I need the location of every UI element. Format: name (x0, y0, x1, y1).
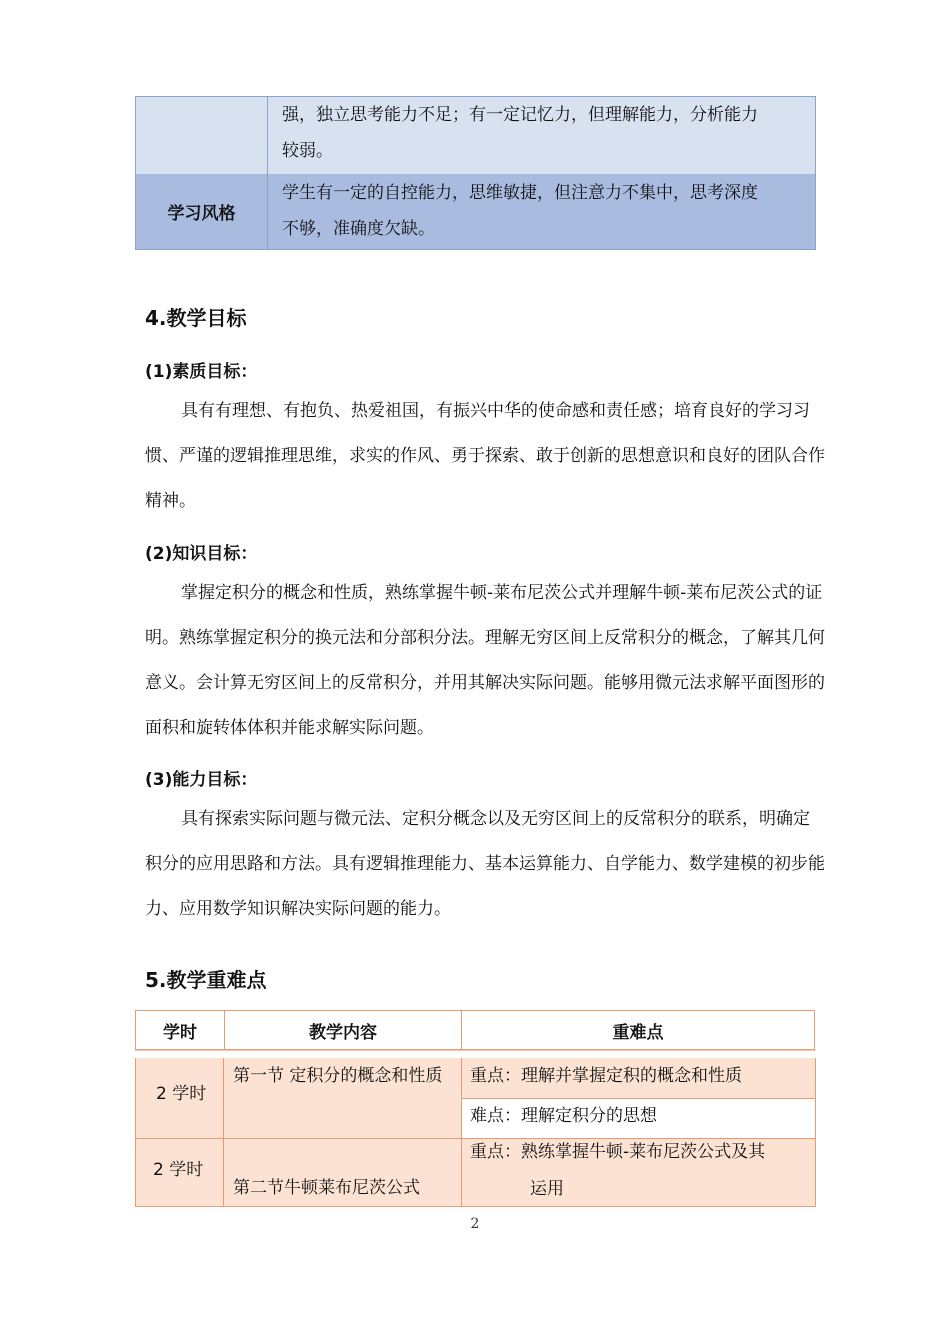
header-key-points: 重难点 (612, 1022, 664, 1043)
row1-hours: 2 学时 (156, 1084, 207, 1104)
paragraph (145, 389, 825, 524)
row1-key-point: 重点：理解并掌握定积的概念和性质 (470, 1066, 742, 1086)
divider (461, 1058, 462, 1206)
table-row (136, 174, 815, 249)
row1-content: 第一节 定积分的概念和性质 (233, 1066, 443, 1086)
divider (224, 1011, 225, 1049)
row2-content: 第二节牛顿莱布尼茨公式 (233, 1178, 420, 1198)
divider (461, 1011, 462, 1049)
subheading: (1)素质目标： (145, 362, 258, 382)
text-line: 不够，准确度欠缺。 (282, 219, 435, 239)
learner-analysis-table (135, 96, 816, 250)
header-content: 教学内容 (309, 1022, 377, 1043)
table-body (135, 1058, 816, 1207)
row1-difficult-point: 难点：理解定积分的思想 (470, 1106, 657, 1126)
paragraph-text: 具有探索实际问题与微元法、定积分概念以及无穷区间上的反常积分的联系，明确定积分的应用思路和方法。具有逻辑推理能力、基本运算能力、自学能力、数学建模的初步能力、应用数学知识解决实际问题的能力。 (145, 809, 825, 919)
paragraph (145, 797, 825, 932)
page-number: 2 (470, 1216, 480, 1232)
text-line: 重点：熟练掌握牛顿-莱布尼茨公式及其 (470, 1142, 766, 1162)
key-difficult-points-table (135, 1010, 816, 1207)
text-line: 运用 (530, 1179, 564, 1199)
row-label-empty (136, 97, 268, 174)
text-line: 较弱。 (282, 141, 333, 161)
section-heading: 4.教学目标 (145, 306, 247, 330)
divider (223, 1058, 224, 1206)
text-line: 学生有一定的自控能力，思维敏捷，但注意力不集中，思考深度 (282, 183, 758, 203)
table-row (136, 97, 815, 174)
table-header (135, 1010, 815, 1050)
row-text (282, 97, 812, 169)
row2-key-point (470, 1134, 814, 1208)
paragraph-text: 具有有理想、有抱负、热爱祖国，有振兴中华的使命感和责任感；培育良好的学习习惯、严谨的逻辑推理思维，求实的作风、勇于探索、敢于创新的思想意识和良好的团队合作精神。 (145, 401, 825, 511)
paragraph (145, 571, 825, 751)
text-line: 强，独立思考能力不足；有一定记忆力，但理解能力，分析能力 (282, 105, 758, 125)
subheading: (3)能力目标： (145, 770, 258, 790)
divider (135, 1050, 816, 1051)
subheading: (2)知识目标： (145, 544, 258, 564)
row-label: 学习风格 (136, 174, 268, 249)
section-heading: 5.教学重难点 (145, 968, 267, 992)
paragraph-text: 掌握定积分的概念和性质，熟练掌握牛顿-莱布尼茨公式并理解牛顿-莱布尼茨公式的证明。熟练掌握定积分的换元法和分部积分法。理解无穷区间上反常积分的概念，了解其几何意义。会计算无穷区间上的反常积分，并用其解决实际问题。能够用微元法求解平面图形的面积和旋转体体积并能求解实际问题。 (145, 583, 825, 738)
row-text (282, 175, 812, 247)
header-hours: 学时 (163, 1022, 197, 1043)
row2-hours: 2 学时 (153, 1160, 204, 1180)
